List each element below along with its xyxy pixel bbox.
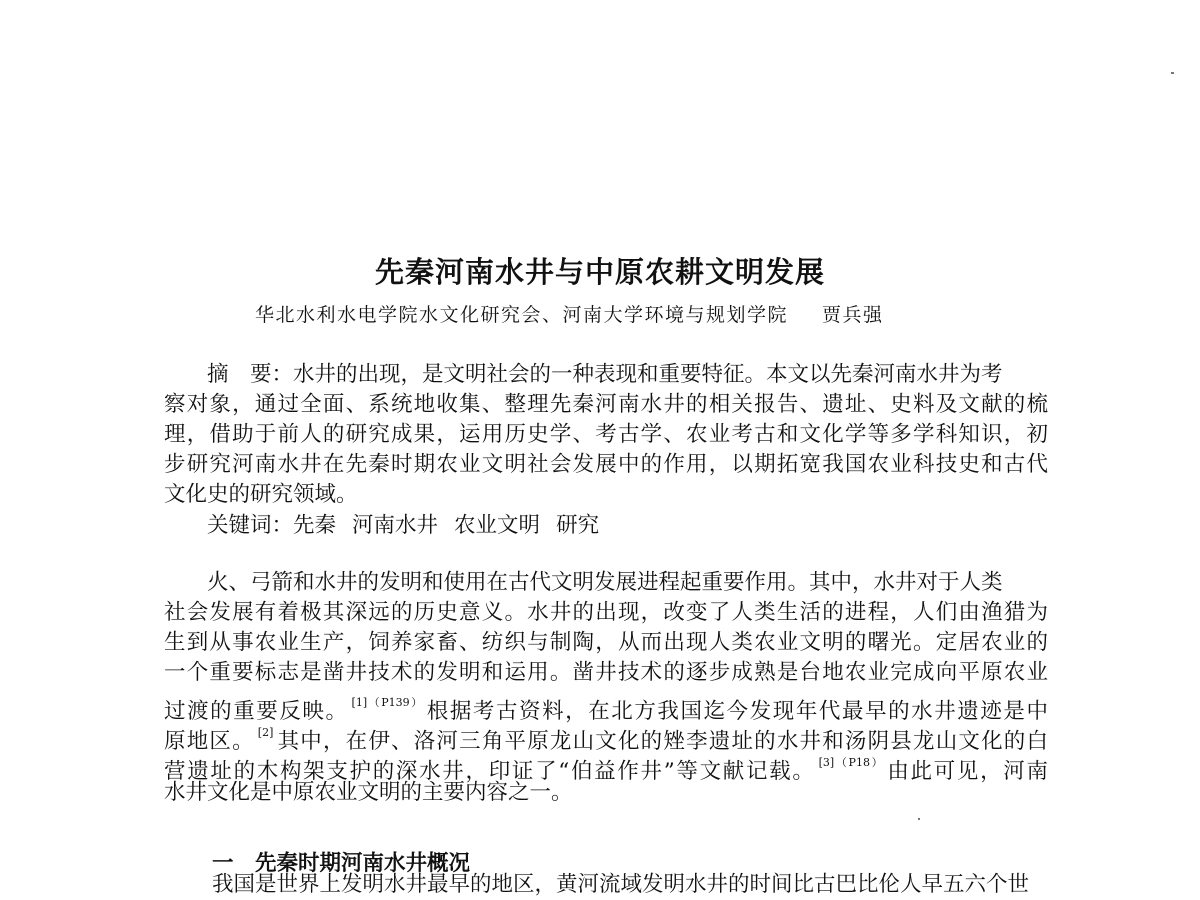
intro-line-8: 水井文化是中原农业文明的主要内容之一。: [164, 780, 573, 805]
abstract-text: 水井的出现，是文明社会的一种表现和重要特征。本文以先秦河南水井为考: [293, 362, 1003, 387]
abstract-line-3: 理，借助于前人的研究成果，运用历史学、考古学、农业考古和文化学等多学科知识，初: [164, 422, 1048, 447]
intro-line-4: 一个重要标志是凿井技术的发明和运用。凿井技术的逐步成熟是台地农业完成向平原农业: [164, 660, 1048, 685]
keywords-label: 关键词：: [207, 513, 294, 538]
section-body-text: 我国是世界上发明水井最早的地区，黄河流域发明水井的时间比古巴比伦人早五六个世: [212, 872, 1030, 897]
abstract-line-2: 察对象，通过全面、系统地收集、整理先秦河南水井的相关报告、遗址、史料及文献的梳: [164, 392, 1048, 417]
abstract-line-1: [207, 360, 1003, 390]
keyword: 研究: [556, 513, 600, 538]
intro-line-3: 生到从事农业生产，饲养家畜、纺织与制陶，从而出现人类农业文明的曙光。定居农业的: [164, 630, 1048, 655]
intro-text: 原地区。: [164, 729, 255, 754]
keyword: 农业文明: [454, 513, 541, 538]
intro-text: 其中，在伊、洛河三角平原龙山文化的矬李遗址的水井和汤阴县龙山文化的白: [276, 729, 1048, 754]
author-name: 贾兵强: [822, 304, 884, 326]
keyword: 先秦: [293, 513, 337, 538]
scan-speck: [918, 818, 920, 820]
paper-title: 先秦河南水井与中原农耕文明发展: [374, 255, 825, 289]
intro-text: 根据考古资料，在北方我国迄今发现年代最早的水井遗迹是中: [426, 699, 1048, 724]
intro-text: 由此可见，河南: [887, 759, 1048, 784]
byline: [255, 300, 884, 327]
citation-marker: [2]: [257, 726, 274, 739]
intro-line-2: 社会发展有着极其深远的历史意义。水井的出现，改变了人类生活的进程，人们由渔猎为: [164, 600, 1048, 625]
section-body-first-line: [212, 870, 1048, 897]
abstract-line-4: 步研究河南水井在先秦时期农业文明社会发展中的作用，以期拓宽我国农业科技史和古代: [164, 452, 1048, 477]
affiliation: 华北水利水电学院水文化研究会、河南大学环境与规划学院: [255, 304, 789, 326]
intro-text: 过渡的重要反映。: [164, 699, 349, 724]
citation-marker: [1]（P139）: [351, 696, 424, 709]
abstract-label: 摘 要：: [207, 362, 294, 387]
intro-line-1: 火、弓箭和水井的发明和使用在古代文明发展进程起重要作用。其中，水井对于人类: [207, 570, 1003, 595]
intro-text: 营遗址的木构架支护的深水井，印证了“伯益作井”等文献记载。: [164, 759, 816, 784]
scan-speck: [1171, 72, 1174, 74]
citation-marker: [3]（P18）: [818, 756, 885, 769]
section-heading: 一 先秦时期河南水井概况: [212, 851, 471, 876]
abstract-line-5: 文化史的研究领域。: [164, 482, 358, 507]
keyword: 河南水井: [352, 513, 439, 538]
keywords: [207, 511, 599, 541]
